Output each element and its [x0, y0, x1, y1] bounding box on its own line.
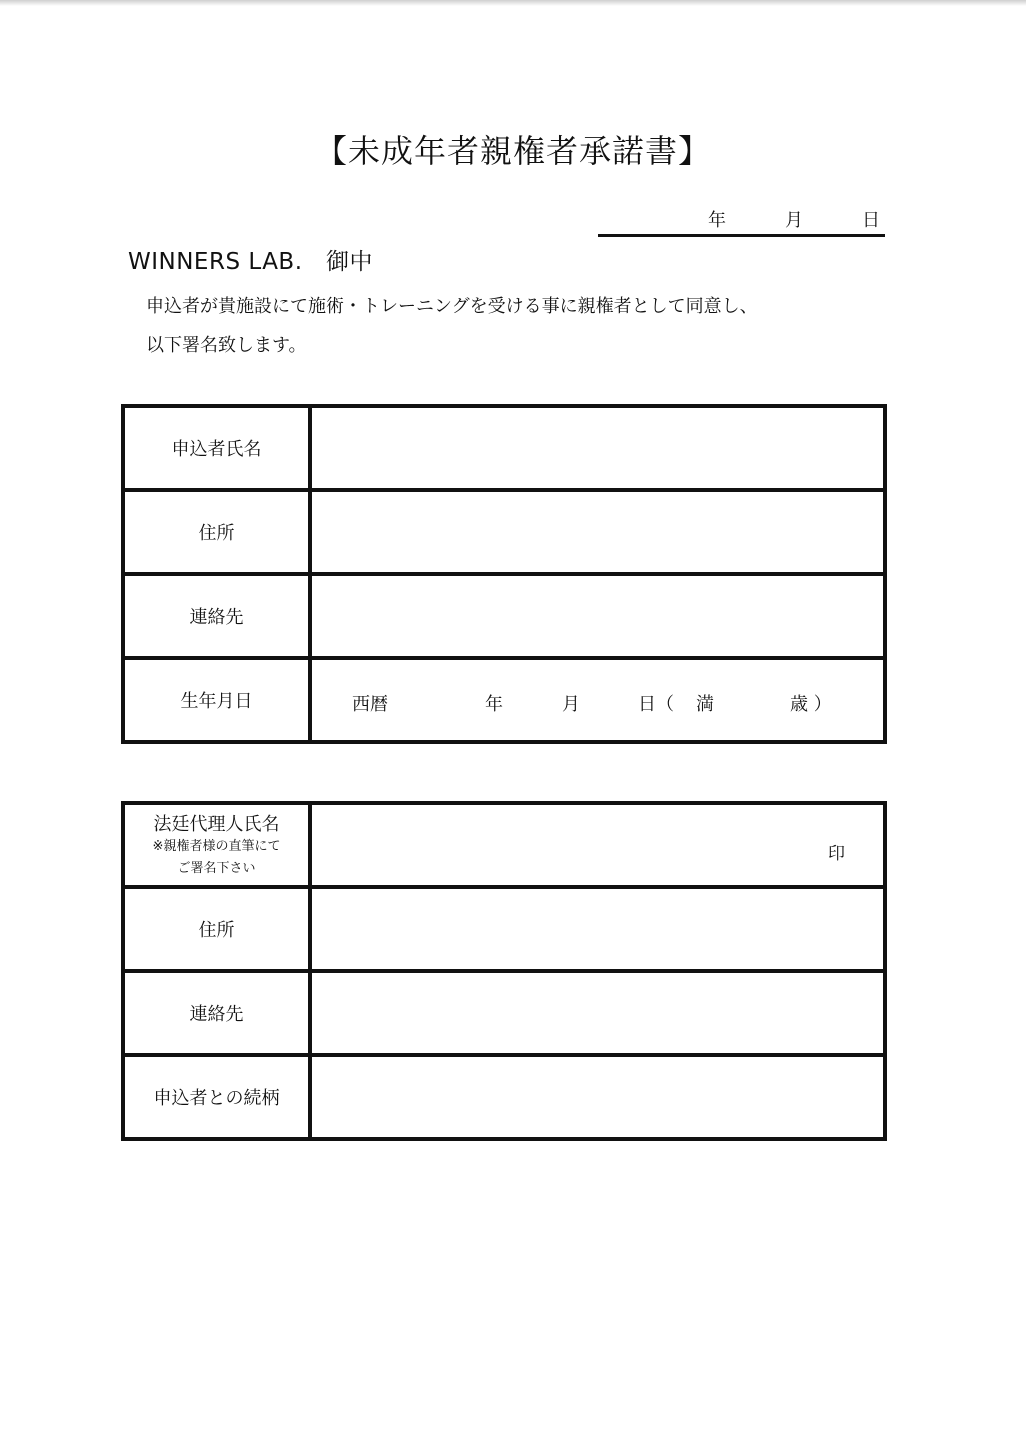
guardian-name-note-1: ※親権者様の直筆にて	[152, 839, 281, 854]
date-day-label: 日	[862, 210, 880, 231]
guardian-name-note-2: ご署名下さい	[177, 861, 256, 876]
birthdate-age: 歳 ）	[790, 694, 832, 715]
applicant-name-field[interactable]	[310, 406, 885, 490]
date-month-label: 月	[785, 210, 803, 231]
table-row	[123, 803, 885, 887]
addressee: WINNERS LAB. 御中	[128, 249, 374, 275]
table-row	[123, 971, 885, 1055]
date-line	[598, 204, 885, 237]
applicant-birthdate-label: 生年月日	[123, 658, 310, 742]
guardian-name-label-cell	[123, 803, 310, 887]
table-row	[123, 887, 885, 971]
birthdate-month: 月	[562, 694, 580, 715]
table-row	[123, 658, 885, 742]
intro-line-1: 申込者が貴施設にて施術・トレーニングを受ける事に親権者として同意し、	[146, 296, 758, 317]
applicant-contact-field[interactable]	[310, 574, 885, 658]
birthdate-era: 西暦	[352, 694, 388, 715]
guardian-name-field[interactable]	[310, 803, 885, 887]
applicant-address-field[interactable]	[310, 490, 885, 574]
applicant-table	[121, 404, 887, 744]
applicant-address-label: 住所	[123, 490, 310, 574]
table-row	[123, 490, 885, 574]
guardian-relation-label: 申込者との続柄	[123, 1055, 310, 1139]
guardian-name-label: 法廷代理人氏名	[153, 814, 280, 835]
document-title: 【未成年者親権者承諾書】	[314, 132, 711, 170]
guardian-relation-field[interactable]	[310, 1055, 885, 1139]
birthdate-day: 日（	[638, 694, 674, 715]
birthdate-year: 年	[485, 694, 503, 715]
applicant-contact-label: 連絡先	[123, 574, 310, 658]
page-top-shadow	[0, 0, 1026, 6]
guardian-address-field[interactable]	[310, 887, 885, 971]
table-row	[123, 406, 885, 490]
guardian-table	[121, 801, 887, 1141]
applicant-name-label: 申込者氏名	[123, 406, 310, 490]
date-year-label: 年	[708, 210, 726, 231]
guardian-contact-label: 連絡先	[123, 971, 310, 1055]
table-row	[123, 574, 885, 658]
guardian-contact-field[interactable]	[310, 971, 885, 1055]
table-row	[123, 1055, 885, 1139]
intro-line-2: 以下署名致します。	[146, 335, 307, 356]
birthdate-full-age: 満	[696, 694, 714, 715]
applicant-birthdate-field[interactable]	[310, 658, 885, 742]
guardian-address-label: 住所	[123, 887, 310, 971]
seal-mark: 印	[828, 844, 845, 864]
